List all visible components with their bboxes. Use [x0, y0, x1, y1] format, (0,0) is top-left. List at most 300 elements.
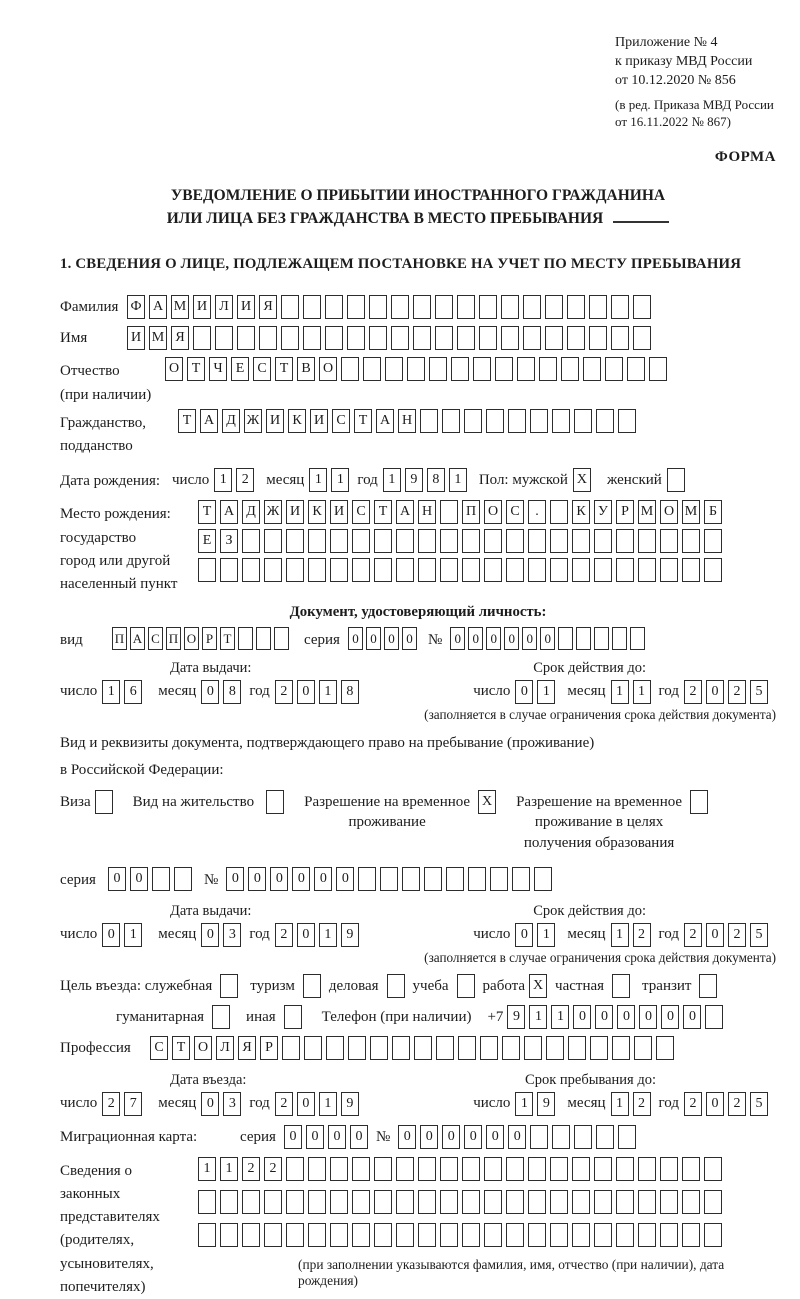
char-box[interactable]: [473, 357, 491, 381]
char-box[interactable]: [618, 409, 636, 433]
char-box[interactable]: 0: [442, 1125, 460, 1149]
char-box[interactable]: 0: [350, 1125, 368, 1149]
char-box[interactable]: [442, 409, 460, 433]
citizenship-boxes[interactable]: [178, 409, 640, 433]
char-box[interactable]: [479, 295, 497, 319]
char-box[interactable]: [550, 529, 568, 553]
char-box[interactable]: 1: [319, 923, 337, 947]
sex-male-checkbox[interactable]: [573, 468, 595, 492]
char-box[interactable]: С: [352, 500, 370, 524]
char-box[interactable]: О: [165, 357, 183, 381]
char-box[interactable]: [326, 1036, 344, 1060]
char-box[interactable]: [638, 1190, 656, 1214]
temp-residence-checkbox[interactable]: [478, 790, 500, 814]
char-box[interactable]: 0: [515, 680, 533, 704]
char-box[interactable]: X: [529, 974, 547, 998]
phone-boxes[interactable]: [507, 1005, 727, 1029]
char-box[interactable]: [352, 1157, 370, 1181]
char-box[interactable]: [418, 1190, 436, 1214]
char-box[interactable]: [282, 1036, 300, 1060]
char-box[interactable]: А: [149, 295, 167, 319]
char-box[interactable]: 6: [124, 680, 142, 704]
char-box[interactable]: [264, 1190, 282, 1214]
char-box[interactable]: П: [462, 500, 480, 524]
char-box[interactable]: 2: [728, 923, 746, 947]
char-box[interactable]: [446, 867, 464, 891]
char-box[interactable]: [391, 326, 409, 350]
char-box[interactable]: 0: [248, 867, 266, 891]
char-box[interactable]: [198, 1190, 216, 1214]
char-box[interactable]: [440, 529, 458, 553]
char-box[interactable]: [435, 326, 453, 350]
char-box[interactable]: [545, 295, 563, 319]
char-box[interactable]: [242, 558, 260, 582]
char-box[interactable]: [479, 326, 497, 350]
char-box[interactable]: [396, 1223, 414, 1247]
char-box[interactable]: 9: [537, 1092, 555, 1116]
doc-issue-year-boxes[interactable]: [275, 680, 363, 704]
doc-number-boxes[interactable]: [450, 627, 648, 650]
char-box[interactable]: У: [594, 500, 612, 524]
char-box[interactable]: [530, 409, 548, 433]
char-box[interactable]: [352, 1223, 370, 1247]
char-box[interactable]: [374, 1157, 392, 1181]
char-box[interactable]: [501, 295, 519, 319]
char-box[interactable]: [611, 326, 629, 350]
char-box[interactable]: Т: [220, 627, 235, 650]
char-box[interactable]: 1: [214, 468, 232, 492]
char-box[interactable]: [308, 1223, 326, 1247]
char-box[interactable]: 2: [684, 923, 702, 947]
char-box[interactable]: [572, 1157, 590, 1181]
doc-series-boxes[interactable]: [348, 627, 420, 650]
char-box[interactable]: 1: [198, 1157, 216, 1181]
char-box[interactable]: [506, 1157, 524, 1181]
char-box[interactable]: А: [130, 627, 145, 650]
char-box[interactable]: [418, 529, 436, 553]
char-box[interactable]: Ж: [264, 500, 282, 524]
char-box[interactable]: [594, 1223, 612, 1247]
char-box[interactable]: [682, 1157, 700, 1181]
char-box[interactable]: [220, 1223, 238, 1247]
char-box[interactable]: [440, 500, 458, 524]
char-box[interactable]: [638, 558, 656, 582]
char-box[interactable]: [634, 1036, 652, 1060]
char-box[interactable]: [440, 558, 458, 582]
char-box[interactable]: [616, 529, 634, 553]
char-box[interactable]: [596, 409, 614, 433]
char-box[interactable]: [524, 1036, 542, 1060]
char-box[interactable]: [440, 1190, 458, 1214]
char-box[interactable]: 0: [201, 680, 219, 704]
char-box[interactable]: [528, 1157, 546, 1181]
res-valid-day-boxes[interactable]: [515, 923, 559, 947]
char-box[interactable]: [572, 1223, 590, 1247]
char-box[interactable]: 0: [384, 627, 399, 650]
purpose-private-checkbox[interactable]: [612, 974, 634, 998]
char-box[interactable]: [502, 1036, 520, 1060]
char-box[interactable]: 0: [270, 867, 288, 891]
char-box[interactable]: 1: [515, 1092, 533, 1116]
char-box[interactable]: [374, 1223, 392, 1247]
char-box[interactable]: [567, 295, 585, 319]
char-box[interactable]: [484, 529, 502, 553]
char-box[interactable]: В: [297, 357, 315, 381]
char-box[interactable]: 2: [275, 1092, 293, 1116]
char-box[interactable]: [238, 627, 253, 650]
char-box[interactable]: [308, 558, 326, 582]
char-box[interactable]: 0: [639, 1005, 657, 1029]
char-box[interactable]: [193, 326, 211, 350]
char-box[interactable]: [572, 529, 590, 553]
char-box[interactable]: [308, 529, 326, 553]
char-box[interactable]: [266, 790, 284, 814]
char-box[interactable]: И: [237, 295, 255, 319]
char-box[interactable]: И: [127, 326, 145, 350]
char-box[interactable]: 1: [449, 468, 467, 492]
char-box[interactable]: М: [638, 500, 656, 524]
char-box[interactable]: 0: [336, 867, 354, 891]
char-box[interactable]: [462, 1157, 480, 1181]
char-box[interactable]: [550, 1190, 568, 1214]
char-box[interactable]: 1: [633, 680, 651, 704]
char-box[interactable]: [330, 558, 348, 582]
char-box[interactable]: [358, 867, 376, 891]
char-box[interactable]: Д: [222, 409, 240, 433]
char-box[interactable]: [539, 357, 557, 381]
char-box[interactable]: 1: [537, 680, 555, 704]
char-box[interactable]: [363, 357, 381, 381]
char-box[interactable]: [413, 326, 431, 350]
doc-valid-day-boxes[interactable]: [515, 680, 559, 704]
char-box[interactable]: [418, 1223, 436, 1247]
char-box[interactable]: [704, 558, 722, 582]
char-box[interactable]: 3: [223, 923, 241, 947]
char-box[interactable]: [370, 1036, 388, 1060]
char-box[interactable]: А: [376, 409, 394, 433]
char-box[interactable]: [660, 1157, 678, 1181]
char-box[interactable]: [387, 974, 405, 998]
char-box[interactable]: 2: [728, 680, 746, 704]
char-box[interactable]: [589, 295, 607, 319]
char-box[interactable]: 9: [507, 1005, 525, 1029]
char-box[interactable]: А: [200, 409, 218, 433]
char-box[interactable]: 2: [264, 1157, 282, 1181]
char-box[interactable]: П: [166, 627, 181, 650]
char-box[interactable]: [325, 326, 343, 350]
char-box[interactable]: [558, 627, 573, 650]
char-box[interactable]: [330, 1223, 348, 1247]
char-box[interactable]: 0: [348, 627, 363, 650]
char-box[interactable]: [590, 1036, 608, 1060]
char-box[interactable]: 2: [633, 923, 651, 947]
doc-valid-month-boxes[interactable]: [611, 680, 655, 704]
char-box[interactable]: 2: [684, 680, 702, 704]
char-box[interactable]: О: [660, 500, 678, 524]
char-box[interactable]: 8: [427, 468, 445, 492]
char-box[interactable]: [286, 558, 304, 582]
char-box[interactable]: [462, 1190, 480, 1214]
char-box[interactable]: [462, 1223, 480, 1247]
char-box[interactable]: И: [330, 500, 348, 524]
char-box[interactable]: 7: [124, 1092, 142, 1116]
purpose-work-checkbox[interactable]: [529, 974, 551, 998]
temp-residence-edu-checkbox[interactable]: [690, 790, 712, 814]
char-box[interactable]: [374, 558, 392, 582]
char-box[interactable]: 1: [220, 1157, 238, 1181]
char-box[interactable]: 0: [504, 627, 519, 650]
char-box[interactable]: [215, 326, 233, 350]
char-box[interactable]: [704, 529, 722, 553]
char-box[interactable]: [352, 1190, 370, 1214]
char-box[interactable]: [152, 867, 170, 891]
char-box[interactable]: 2: [633, 1092, 651, 1116]
char-box[interactable]: Т: [354, 409, 372, 433]
purpose-study-checkbox[interactable]: [457, 974, 479, 998]
char-box[interactable]: 1: [551, 1005, 569, 1029]
res-number-boxes[interactable]: [226, 867, 556, 891]
char-box[interactable]: [396, 558, 414, 582]
char-box[interactable]: [605, 357, 623, 381]
char-box[interactable]: 2: [242, 1157, 260, 1181]
char-box[interactable]: [616, 558, 634, 582]
char-box[interactable]: [572, 558, 590, 582]
char-box[interactable]: [457, 974, 475, 998]
char-box[interactable]: [242, 1190, 260, 1214]
char-box[interactable]: [308, 1190, 326, 1214]
char-box[interactable]: 1: [124, 923, 142, 947]
char-box[interactable]: [457, 326, 475, 350]
char-box[interactable]: [528, 558, 546, 582]
char-box[interactable]: [374, 1190, 392, 1214]
char-box[interactable]: [612, 1036, 630, 1060]
char-box[interactable]: М: [171, 295, 189, 319]
char-box[interactable]: [682, 1190, 700, 1214]
char-box[interactable]: [656, 1036, 674, 1060]
char-box[interactable]: [242, 1223, 260, 1247]
char-box[interactable]: 0: [201, 1092, 219, 1116]
char-box[interactable]: [523, 295, 541, 319]
char-box[interactable]: [528, 529, 546, 553]
char-box[interactable]: [506, 1190, 524, 1214]
char-box[interactable]: [174, 867, 192, 891]
char-box[interactable]: 9: [405, 468, 423, 492]
purpose-humanitarian-checkbox[interactable]: [212, 1005, 234, 1029]
char-box[interactable]: [594, 1157, 612, 1181]
char-box[interactable]: 0: [508, 1125, 526, 1149]
char-box[interactable]: [464, 409, 482, 433]
char-box[interactable]: 1: [331, 468, 349, 492]
char-box[interactable]: [435, 295, 453, 319]
char-box[interactable]: К: [288, 409, 306, 433]
char-box[interactable]: [385, 357, 403, 381]
char-box[interactable]: [612, 627, 627, 650]
char-box[interactable]: [286, 529, 304, 553]
char-box[interactable]: [552, 409, 570, 433]
char-box[interactable]: [612, 974, 630, 998]
char-box[interactable]: 1: [102, 680, 120, 704]
char-box[interactable]: [347, 295, 365, 319]
char-box[interactable]: [667, 468, 685, 492]
char-box[interactable]: [704, 1223, 722, 1247]
char-box[interactable]: [638, 1223, 656, 1247]
char-box[interactable]: [242, 529, 260, 553]
char-box[interactable]: [462, 558, 480, 582]
char-box[interactable]: [594, 529, 612, 553]
birth-day-boxes[interactable]: [214, 468, 258, 492]
purpose-other-checkbox[interactable]: [284, 1005, 306, 1029]
char-box[interactable]: 1: [319, 680, 337, 704]
char-box[interactable]: С: [253, 357, 271, 381]
char-box[interactable]: 0: [464, 1125, 482, 1149]
char-box[interactable]: [286, 1157, 304, 1181]
char-box[interactable]: [369, 326, 387, 350]
char-box[interactable]: 2: [684, 1092, 702, 1116]
res-valid-month-boxes[interactable]: [611, 923, 655, 947]
char-box[interactable]: [264, 529, 282, 553]
char-box[interactable]: [633, 326, 651, 350]
char-box[interactable]: 0: [706, 923, 724, 947]
char-box[interactable]: [572, 1190, 590, 1214]
char-box[interactable]: 0: [102, 923, 120, 947]
char-box[interactable]: 0: [468, 627, 483, 650]
char-box[interactable]: Л: [216, 1036, 234, 1060]
char-box[interactable]: [303, 326, 321, 350]
char-box[interactable]: [638, 529, 656, 553]
char-box[interactable]: [212, 1005, 230, 1029]
patronymic-boxes[interactable]: [165, 357, 671, 381]
stay-day-boxes[interactable]: [515, 1092, 559, 1116]
char-box[interactable]: X: [478, 790, 496, 814]
char-box[interactable]: Е: [198, 529, 216, 553]
char-box[interactable]: 0: [108, 867, 126, 891]
char-box[interactable]: 2: [236, 468, 254, 492]
char-box[interactable]: [95, 790, 113, 814]
char-box[interactable]: [528, 1190, 546, 1214]
char-box[interactable]: [705, 1005, 723, 1029]
char-box[interactable]: [281, 295, 299, 319]
char-box[interactable]: И: [310, 409, 328, 433]
char-box[interactable]: С: [150, 1036, 168, 1060]
char-box[interactable]: [534, 867, 552, 891]
char-box[interactable]: 0: [486, 1125, 504, 1149]
char-box[interactable]: [506, 529, 524, 553]
stay-month-boxes[interactable]: [611, 1092, 655, 1116]
representatives-row3-boxes[interactable]: [198, 1223, 776, 1247]
char-box[interactable]: Н: [398, 409, 416, 433]
char-box[interactable]: [486, 409, 504, 433]
char-box[interactable]: [468, 867, 486, 891]
char-box[interactable]: 0: [573, 1005, 591, 1029]
char-box[interactable]: [508, 409, 526, 433]
char-box[interactable]: [348, 1036, 366, 1060]
char-box[interactable]: Б: [704, 500, 722, 524]
char-box[interactable]: [660, 558, 678, 582]
char-box[interactable]: [330, 1157, 348, 1181]
purpose-tourism-checkbox[interactable]: [303, 974, 325, 998]
char-box[interactable]: 9: [341, 1092, 359, 1116]
char-box[interactable]: Т: [178, 409, 196, 433]
char-box[interactable]: А: [220, 500, 238, 524]
char-box[interactable]: М: [149, 326, 167, 350]
char-box[interactable]: 1: [309, 468, 327, 492]
char-box[interactable]: 1: [611, 680, 629, 704]
char-box[interactable]: [436, 1036, 454, 1060]
char-box[interactable]: Я: [259, 295, 277, 319]
char-box[interactable]: 0: [297, 1092, 315, 1116]
char-box[interactable]: [198, 1223, 216, 1247]
mig-number-boxes[interactable]: [398, 1125, 640, 1149]
char-box[interactable]: [506, 558, 524, 582]
char-box[interactable]: [418, 558, 436, 582]
stay-year-boxes[interactable]: [684, 1092, 772, 1116]
res-issue-year-boxes[interactable]: [275, 923, 363, 947]
char-box[interactable]: [451, 357, 469, 381]
char-box[interactable]: 9: [341, 923, 359, 947]
char-box[interactable]: [308, 1157, 326, 1181]
char-box[interactable]: [462, 529, 480, 553]
char-box[interactable]: 0: [661, 1005, 679, 1029]
char-box[interactable]: [374, 529, 392, 553]
char-box[interactable]: 1: [319, 1092, 337, 1116]
char-box[interactable]: О: [194, 1036, 212, 1060]
char-box[interactable]: [304, 1036, 322, 1060]
char-box[interactable]: [325, 295, 343, 319]
char-box[interactable]: 0: [398, 1125, 416, 1149]
char-box[interactable]: Ж: [244, 409, 262, 433]
char-box[interactable]: Л: [215, 295, 233, 319]
char-box[interactable]: [284, 1005, 302, 1029]
char-box[interactable]: [660, 529, 678, 553]
doc-valid-year-boxes[interactable]: [684, 680, 772, 704]
char-box[interactable]: [352, 558, 370, 582]
birth-month-boxes[interactable]: [309, 468, 353, 492]
char-box[interactable]: [616, 1223, 634, 1247]
char-box[interactable]: [286, 1223, 304, 1247]
char-box[interactable]: [198, 558, 216, 582]
char-box[interactable]: [512, 867, 530, 891]
char-box[interactable]: [594, 1190, 612, 1214]
char-box[interactable]: [638, 1157, 656, 1181]
char-box[interactable]: С: [506, 500, 524, 524]
char-box[interactable]: [392, 1036, 410, 1060]
char-box[interactable]: [561, 357, 579, 381]
char-box[interactable]: 0: [292, 867, 310, 891]
char-box[interactable]: Р: [260, 1036, 278, 1060]
res-valid-year-boxes[interactable]: [684, 923, 772, 947]
char-box[interactable]: [546, 1036, 564, 1060]
char-box[interactable]: [690, 790, 708, 814]
doc-issue-month-boxes[interactable]: [201, 680, 245, 704]
entry-day-boxes[interactable]: [102, 1092, 146, 1116]
char-box[interactable]: 0: [306, 1125, 324, 1149]
char-box[interactable]: [220, 558, 238, 582]
char-box[interactable]: [402, 867, 420, 891]
char-box[interactable]: [530, 1125, 548, 1149]
char-box[interactable]: [550, 1157, 568, 1181]
char-box[interactable]: 0: [201, 923, 219, 947]
char-box[interactable]: [682, 558, 700, 582]
char-box[interactable]: Е: [231, 357, 249, 381]
char-box[interactable]: 0: [515, 923, 533, 947]
entry-year-boxes[interactable]: [275, 1092, 363, 1116]
char-box[interactable]: О: [184, 627, 199, 650]
char-box[interactable]: С: [332, 409, 350, 433]
char-box[interactable]: [576, 627, 591, 650]
res-series-boxes[interactable]: [108, 867, 196, 891]
char-box[interactable]: [352, 529, 370, 553]
char-box[interactable]: [574, 409, 592, 433]
